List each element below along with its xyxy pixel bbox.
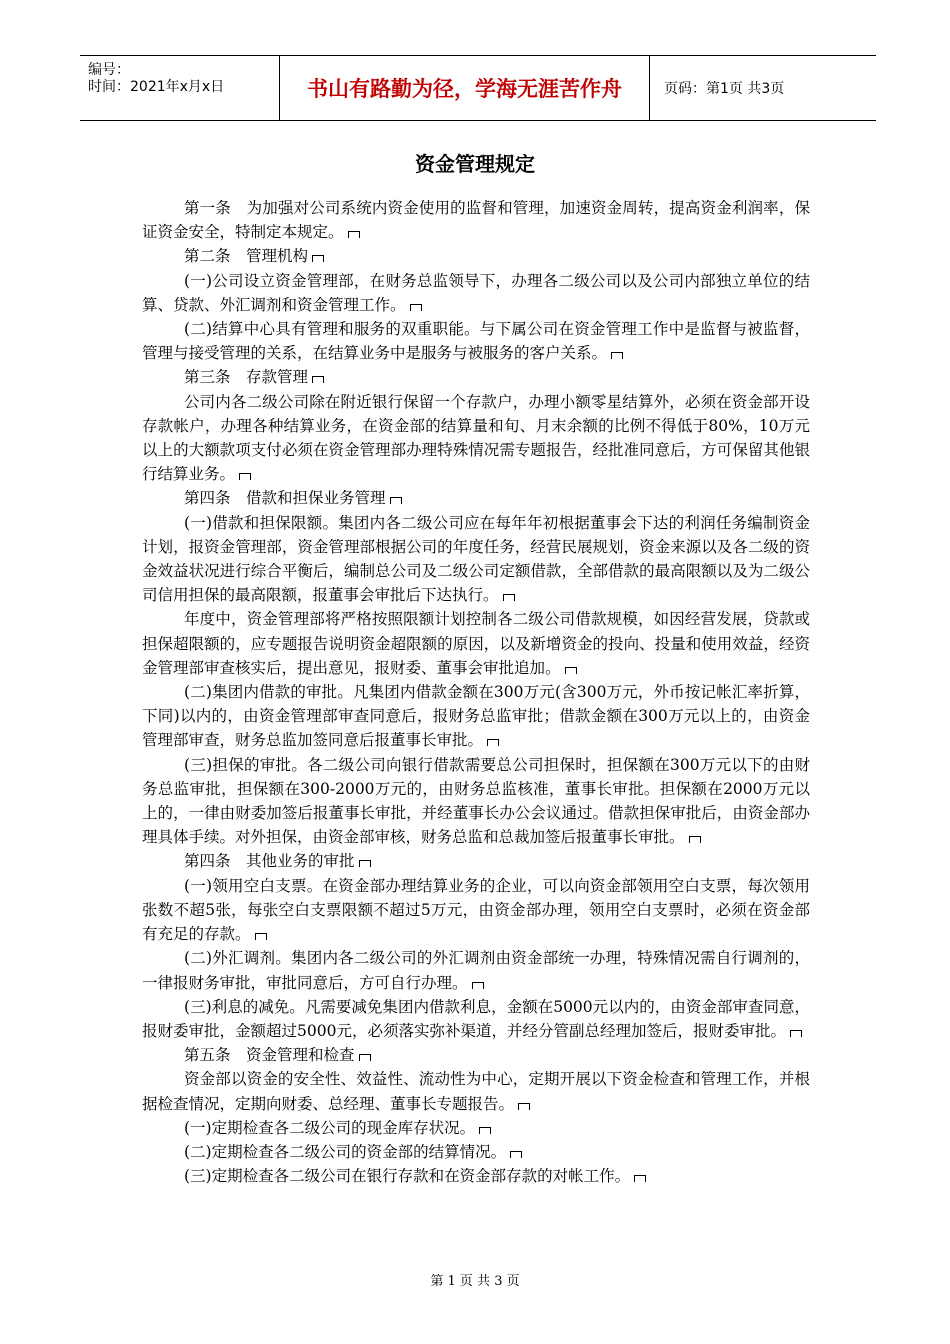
header-meta [80, 56, 280, 120]
paragraph: 资金部以资金的安全性、效益性、流动性为中心，定期开展以下资金检查和管理工作，并根据检查情况，定期向财委、总经理、董事长专题报告。 [142, 1070, 810, 1113]
paragraph: (二)集团内借款的审批。凡集团内借款金额在300万元(含300万元，外币按记帐汇率折算，下同)以内的，由资金管理部审查同意后，报财务总监审批；借款金额在300万元以上的，由资金管理部审查，财务总监加签同意后报董事长审批。 [142, 683, 810, 750]
paragraph: 第四条 借款和担保业务管理 [142, 486, 810, 510]
page-footer: 第 1 页 共 3 页 [430, 1274, 520, 1289]
paragraph: (一)公司设立资金管理部，在财务总监领导下，办理各二级公司以及公司内部独立单位的结算、贷款、外汇调剂和资金管理工作。 [142, 271, 810, 314]
paragraph: (一)领用空白支票。在资金部办理结算业务的企业，可以向资金部领用空白支票，每次领用张数不超5张，每张空白支票限额不超过5万元，由资金部办理，领用空白支票时，必须在资金部有充足的存款。 [142, 876, 810, 944]
page-header [80, 55, 876, 121]
time-label: 时间：2021年x月x日 [88, 79, 225, 95]
paragraph: (二)外汇调剂。集团内各二级公司的外汇调剂由资金部统一办理，特殊情况需自行调剂的，一律报财务审批，审批同意后，方可自行办理。 [142, 949, 810, 992]
paragraph: (一)定期检查各二级公司的现金库存状况。 [142, 1116, 810, 1140]
number-label: 编号： [88, 62, 130, 78]
document-title: 资金管理规定 [415, 152, 535, 176]
paragraph: 第三条 存款管理 [142, 365, 810, 389]
paragraph: (三)定期检查各二级公司在银行存款和在资金部存款的对帐工作。 [142, 1164, 810, 1188]
paragraph: 第五条 资金管理和检查 [142, 1043, 810, 1067]
document-body [142, 196, 810, 1188]
header-page-info: 页码：第1页 共3页 [664, 81, 785, 97]
paragraph: 年度中，资金管理部将严格按照限额计划控制各二级公司借款规模，如因经营发展，贷款或担保超限额的，应专题报告说明资金超限额的原因，以及新增资金的投向、投量和使用效益，经资金管理部审查核实后，提出意见，报财委、董事会审批追加。 [142, 610, 810, 677]
paragraph: 第二条 管理机构 [142, 244, 810, 268]
paragraph: (三)担保的审批。各二级公司向银行借款需要总公司担保时，担保额在300万元以下的由财务总监审批，担保额在300-2000万元的，由财务总监核准，董事长审批。担保额在2000万元以上的，一律由财委加签后报董事长审批，并经董事长办公会议通过。借款担保审批后，由资金部办理具体手续。对外担保，由资金部审核，财务总监和总裁加签后报董事长审批。 [142, 755, 810, 847]
header-motto: 书山有路勤为径，学海无涯苦作舟 [280, 56, 650, 120]
paragraph: (一)借款和担保限额。集团内各二级公司应在每年年初根据董事会下达的利润任务编制资金计划，报资金管理部，资金管理部根据公司的年度任务，经营民展规划，资金来源以及各二级的资金效益状况进行综合平衡后，编制总公司及二级公司定额借款，全部借款的最高限额以及为二级公司信用担保的最高限额，报董事会审批后下达执行。 [142, 513, 810, 605]
paragraph: 第一条 为加强对公司系统内资金使用的监督和管理，加速资金周转，提高资金利润率，保证资金安全，特制定本规定。 [142, 199, 810, 242]
paragraph: (二)定期检查各二级公司的资金部的结算情况。 [142, 1140, 810, 1164]
paragraph: 第四条 其他业务的审批 [142, 849, 810, 873]
paragraph: (三)利息的减免。凡需要减免集团内借款利息，金额在5000元以内的，由资金部审查同意，报财委审批，金额超过5000元，必须落实弥补渠道，并经分管副总经理加签后，报财委审批。 [142, 997, 810, 1040]
paragraph: (二)结算中心具有管理和服务的双重职能。与下属公司在资金管理工作中是监督与被监督，管理与接受管理的关系，在结算业务中是服务与被服务的客户关系。 [142, 320, 810, 363]
paragraph: 公司内各二级公司除在附近银行保留一个存款户，办理小额零星结算外，必须在资金部开设存款帐户，办理各种结算业务，在资金部的结算量和旬、月末余额的比例不得低于80%，10万元以上的大额款项支付必须在资金管理部办理特殊情况需专题报告，经批准同意后，方可保留其他银行结算业务。 [142, 392, 810, 484]
